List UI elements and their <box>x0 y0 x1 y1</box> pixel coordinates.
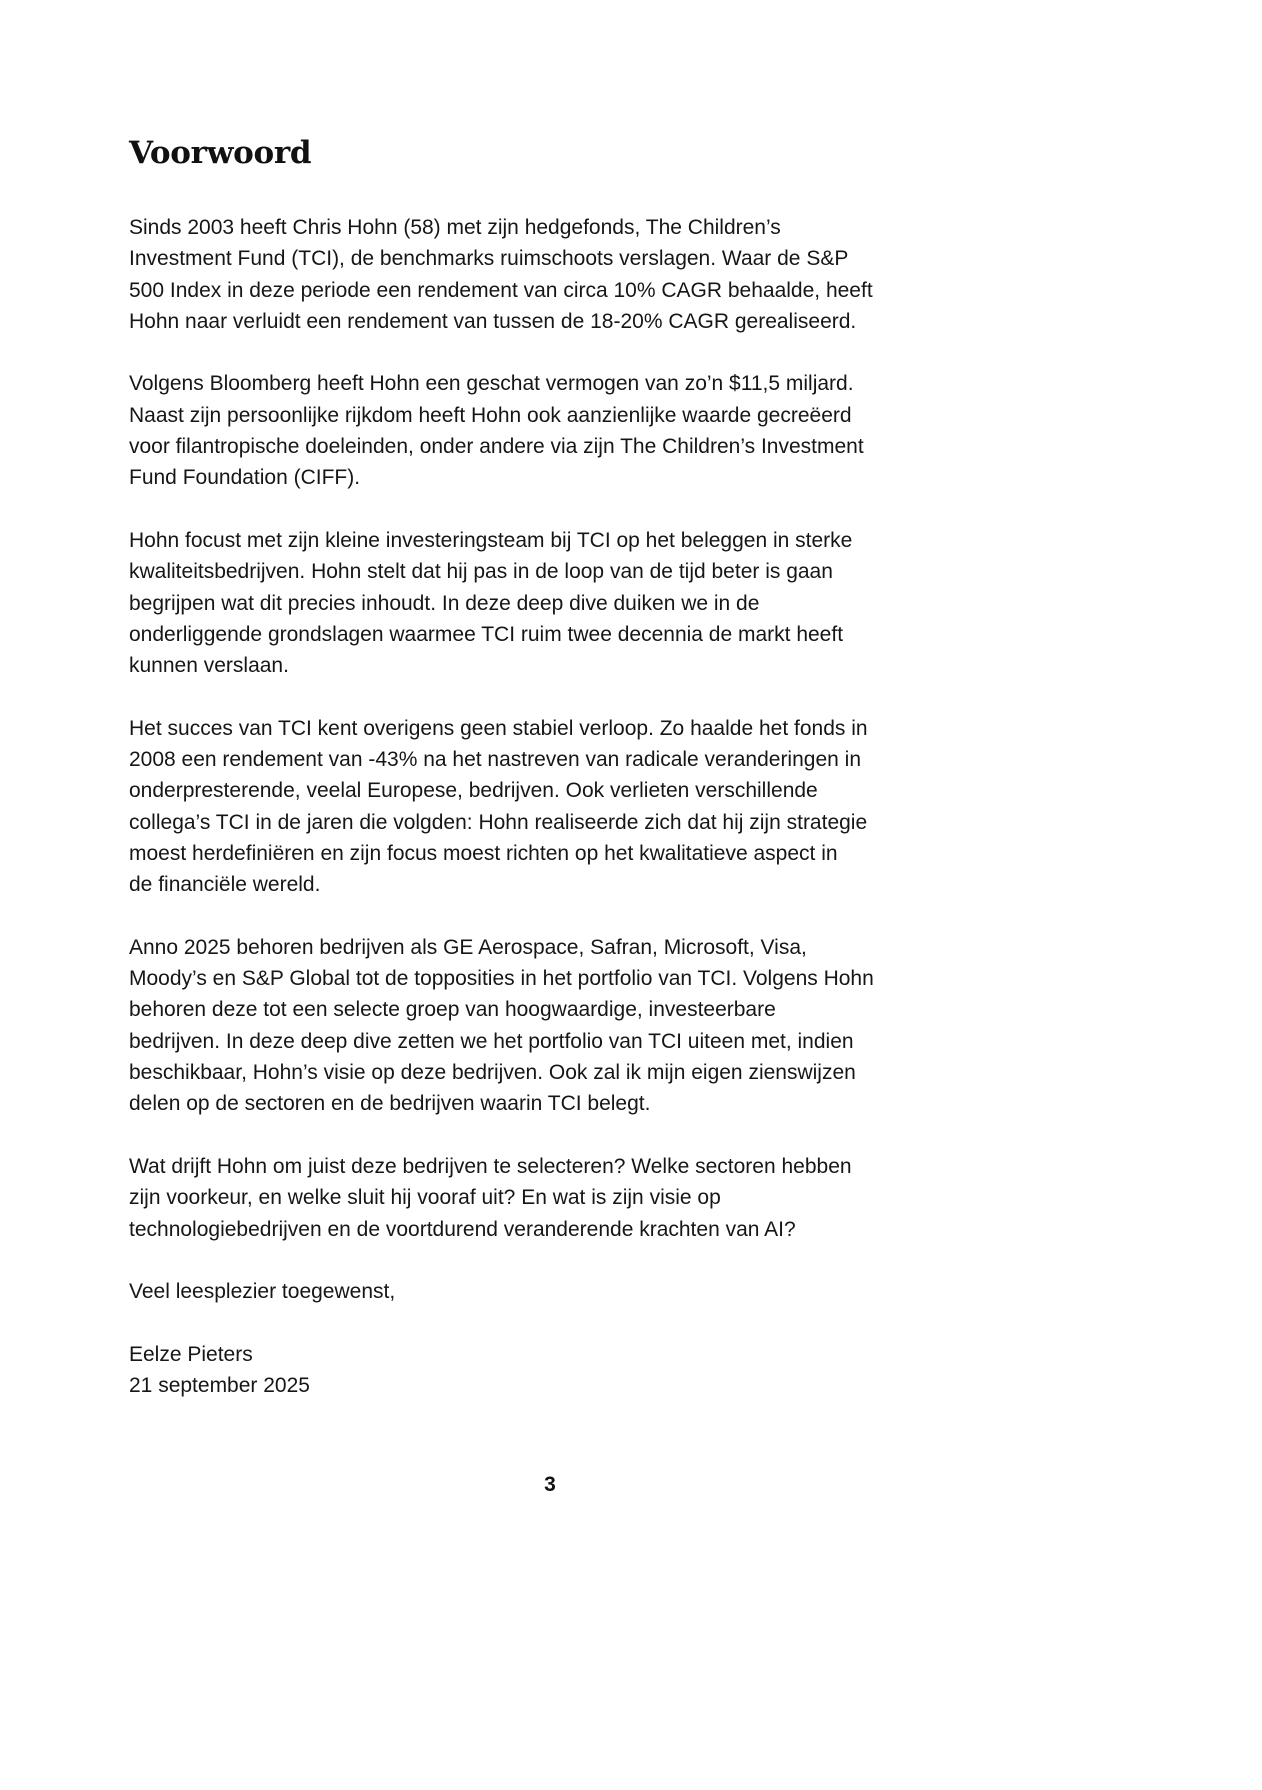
text-line: technologiebedrijven en de voortdurend veranderende krachten van AI? <box>129 1217 796 1241</box>
text-line: onderliggende grondslagen waarmee TCI ruim twee decennia de markt heeft <box>129 622 844 646</box>
paragraph-wealth <box>129 368 1009 493</box>
text-line: voor filantropische doeleinden, onder andere via zijn The Children’s Investment <box>129 435 864 459</box>
text-line: delen op de sectoren en de bedrijven waarin TCI belegt. <box>129 1092 651 1116</box>
page-title: Voorwoord <box>129 135 312 171</box>
text-line: kunnen verslaan. <box>129 654 289 678</box>
text-line: collega’s TCI in de jaren die volgden: Hohn realiseerde zich dat hij zijn strategie <box>129 810 868 834</box>
text-line: Moody’s en S&P Global tot de topposities in het portfolio van TCI. Volgens Hohn <box>129 967 874 991</box>
text-line: behoren deze tot een selecte groep van hoogwaardige, investeerbare <box>129 998 776 1022</box>
author-name: Eelze Pieters <box>129 1342 253 1366</box>
text-line: Veel leesplezier toegewenst, <box>129 1280 396 1304</box>
text-line: kwaliteitsbedrijven. Hohn stelt dat hij pas in de loop van de tijd beter is gaan <box>129 560 833 584</box>
text-line: Het succes van TCI kent overigens geen stabiel verloop. Zo haalde het fonds in <box>129 716 868 740</box>
paragraph-intro <box>129 212 1009 337</box>
text-line: Volgens Bloomberg heeft Hohn een geschat vermogen van zo’n $11,5 miljard. <box>129 372 854 396</box>
foreword-body <box>129 212 1009 1433</box>
text-line: begrijpen wat dit precies inhoudt. In deze deep dive duiken we in de <box>129 591 760 615</box>
text-line: Investment Fund (TCI), de benchmarks ruimschoots verslagen. Waar de S&P <box>129 247 849 271</box>
text-line: onderpresterende, veelal Europese, bedrijven. Ook verlieten verschillende <box>129 779 818 803</box>
text-line: zijn voorkeur, en welke sluit hij vooraf uit? En wat is zijn visie op <box>129 1186 721 1210</box>
paragraph-focus <box>129 525 1009 681</box>
date: 21 september 2025 <box>129 1373 310 1397</box>
text-line: bedrijven. In deze deep dive zetten we het portfolio van TCI uiteen met, indien <box>129 1029 854 1053</box>
text-line: Naast zijn persoonlijke rijkdom heeft Hohn ook aanzienlijke waarde gecreëerd <box>129 403 852 427</box>
paragraph-portfolio <box>129 932 1009 1120</box>
text-line: Anno 2025 behoren bedrijven als GE Aerospace, Safran, Microsoft, Visa, <box>129 935 807 959</box>
text-line: Wat drijft Hohn om juist deze bedrijven te selecteren? Welke sectoren hebben <box>129 1154 852 1178</box>
paragraph-history <box>129 713 1009 901</box>
text-line: Sinds 2003 heeft Chris Hohn (58) met zijn hedgefonds, The Children’s <box>129 216 781 239</box>
text-line: moest herdefiniëren en zijn focus moest richten op het kwalitatieve aspect in <box>129 841 838 865</box>
paragraph-questions <box>129 1151 1009 1245</box>
paragraph-closing <box>129 1276 1009 1307</box>
signature-block <box>129 1339 1009 1402</box>
text-line: 2008 een rendement van -43% na het nastreven van radicale veranderingen in <box>129 748 861 772</box>
text-line: 500 Index in deze periode een rendement van circa 10% CAGR behaalde, heeft <box>129 278 873 302</box>
page-number: 3 <box>544 1473 556 1496</box>
text-line: Hohn focust met zijn kleine investeringsteam bij TCI op het beleggen in sterke <box>129 528 853 552</box>
text-line: Fund Foundation (CIFF). <box>129 466 361 490</box>
text-line: Hohn naar verluidt een rendement van tussen de 18-20% CAGR gerealiseerd. <box>129 309 857 333</box>
text-line: beschikbaar, Hohn’s visie op deze bedrijven. Ook zal ik mijn eigen zienswijzen <box>129 1061 856 1085</box>
text-line: de financiële wereld. <box>129 873 321 897</box>
